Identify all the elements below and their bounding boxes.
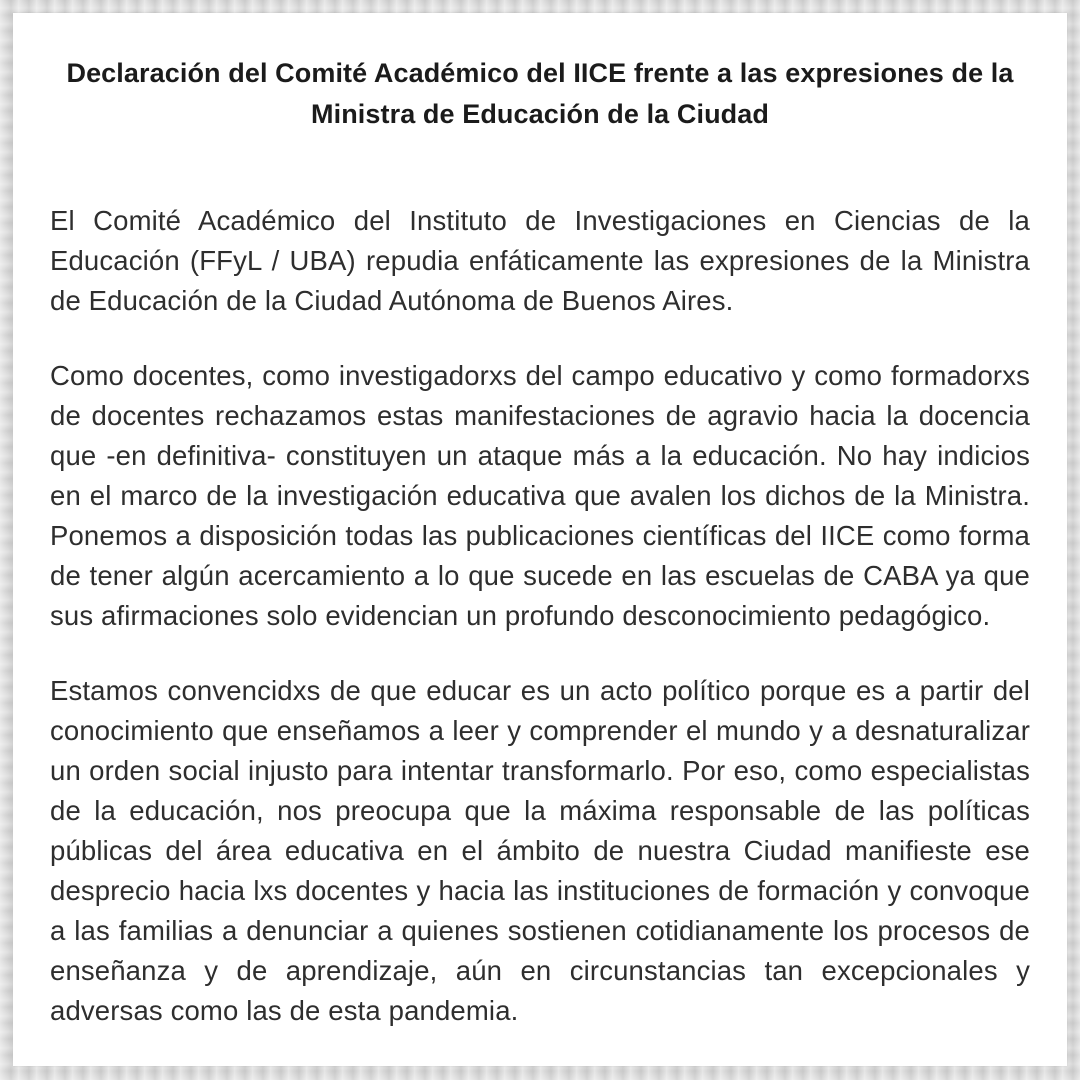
paragraph-conviction: Estamos convencidxs de que educar es un acto político porque es a partir del conocimiento que enseñamos a leer y comprender el mundo y a desnaturalizar un orden social injusto para intentar transformarlo. Por eso, como especialistas de la educación, nos preocupa que la máxima responsable de las políticas públicas del área educativa en el ámbito de nuestra Ciudad manifieste ese desprecio hacia lxs docentes y hacia las instituciones de formación y convoque a las familias a denunciar a quienes sostienen cotidianamente los procesos de enseñanza y de aprendizaje, aún en circunstancias tan excepcionales y adversas como las de esta pandemia. xyxy=(50,675,1030,1026)
declaration-card xyxy=(13,13,1067,1066)
title-line-2: Ministra de Educación de la Ciudad xyxy=(311,99,769,129)
document-title xyxy=(50,53,1030,135)
paragraph-intro: El Comité Académico del Instituto de Investigaciones en Ciencias de la Educación (FFyL / UBA) repudia enfáticamente las expresiones de la Ministra de Educación de la Ciudad Autónoma de Buenos Aires. xyxy=(50,205,1030,316)
paragraph-rejection: Como docentes, como investigadorxs del campo educativo y como formadorxs de docentes rechazamos estas manifestaciones de agravio hacia la docencia que -en definitiva- constituyen un ataque más a la educación. No hay indicios en el marco de la investigación educativa que avalen los dichos de la Ministra. Ponemos a disposición todas las publicaciones científicas del IICE como forma de tener algún acercamiento a lo que sucede en las escuelas de CABA ya que sus afirmaciones solo evidencian un profundo desconocimiento pedagógico. xyxy=(50,360,1030,631)
title-line-1: Declaración del Comité Académico del IICE frente a las expresiones de la xyxy=(66,58,1014,88)
